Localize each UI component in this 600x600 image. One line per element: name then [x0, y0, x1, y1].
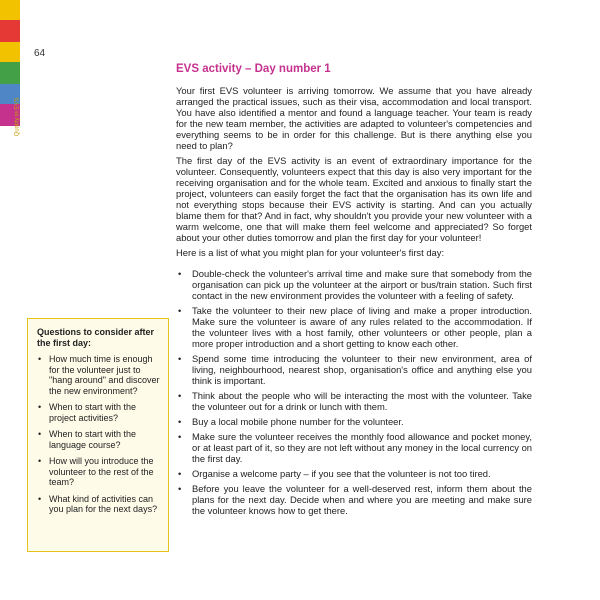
first-day-paragraph: The first day of the EVS activity is an event of extraordinary importance for the volunteer. Consequently, volunteers expect that this day is also very important for the receiving organisation and for the whole team. Excited and anxious to finally start the project, volunteers can easily forget the fact that the organisation has its own life and not everything stops because their EVS activity is starting. And can you actually blame them for that? And in fact, why shouldn't you provide your new volunteer with a warm welcome, one that will make them feel welcome and appreciated? So forget about your other duties tomorrow and plan the first day for your volunteer! [176, 155, 532, 243]
list-item: • How much time is enough for the volunteer just to "hang around" and discover the new environment? [37, 354, 160, 396]
list-item: • How will you introduce the volunteer to the rest of the team? [37, 456, 160, 488]
color-tab-4 [0, 62, 20, 84]
section-side-label-text: Quality in EVS [14, 97, 21, 137]
list-intro-paragraph: Here is a list of what you might plan for your volunteer's first day: [176, 247, 445, 258]
color-tab-2 [0, 20, 20, 42]
list-item: • What kind of activities can you plan for the next days? [37, 494, 160, 515]
main-content [176, 64, 532, 520]
list-item: • Buy a local mobile phone number for the volunteer. [176, 416, 532, 427]
questions-box [27, 318, 169, 552]
questions-list [37, 354, 160, 515]
section-side-label [12, 97, 22, 140]
list-item: • When to start with the language course? [37, 429, 160, 450]
color-tab-3 [0, 42, 20, 62]
list-item: • Organise a welcome party – if you see that the volunteer is not too tired. [176, 468, 532, 479]
intro-paragraph: Your first EVS volunteer is arriving tomorrow. We assume that you have already arranged the practical issues, such as their visa, accommodation and local transport. You have also identified a mentor and found a language teacher. Your team is ready for the new team member, the activities are adapted to volunteer's competencies and everything seems to be in order for this challenge. But is there anything else you need to plan? [176, 85, 532, 151]
list-item: • Spend some time introducing the volunteer to their new environment, area of living, neighbourhood, nearest shop, organisation's office and anything else you think is important. [176, 353, 532, 386]
color-tab-1 [0, 0, 20, 20]
page-number: 64 [34, 48, 46, 59]
list-item: • Make sure the volunteer receives the monthly food allowance and pocket money, or at least part of it, so they are not left without any money in the local currency on the first day. [176, 431, 532, 464]
list-item: • Before you leave the volunteer for a well-deserved rest, inform them about the plans for the next day. Decide when and where you are meeting and make sure the volunteer knows how to get there. [176, 483, 532, 516]
list-item: • When to start with the project activities? [37, 402, 160, 423]
list-item: • Double-check the volunteer's arrival time and make sure that somebody from the organisation can pick up the volunteer at the airport or bus/train station. Such first contact in the new environment provides the volunteer with a feeling of safety. [176, 268, 532, 301]
section-title: EVS activity – Day number 1 [176, 63, 331, 75]
first-day-plan-list [176, 268, 532, 516]
questions-title: Questions to consider after the first day: [37, 327, 155, 348]
list-item: • Take the volunteer to their new place of living and make a proper introduction. Make sure the volunteer is aware of any rules related to the accommodation. If the volunteer lives with a host family, other volunteers or other people, plan a more proper introduction and a short getting to know each other. [176, 305, 532, 349]
list-item: • Think about the people who will be interacting the most with the volunteer. Take the volunteer out for a drink or lunch with them. [176, 390, 532, 412]
